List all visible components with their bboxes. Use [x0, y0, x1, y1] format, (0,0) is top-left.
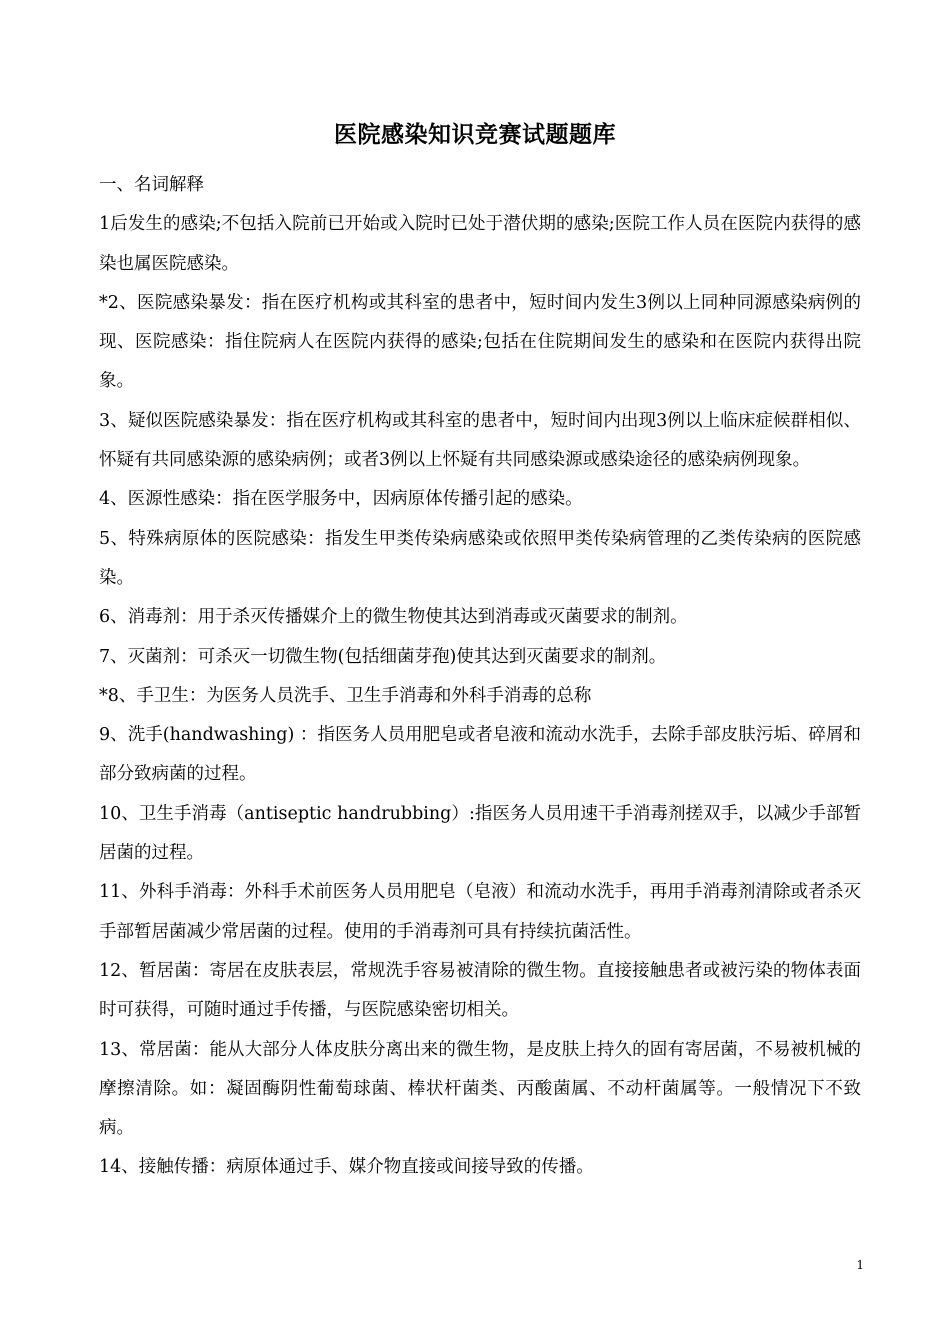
- paragraph: 7、灭菌剂：可杀灭一切微生物(包括细菌芽孢)使其达到灭菌要求的制剂。: [99, 646, 667, 667]
- section-heading: 一、名词解释: [99, 175, 204, 195]
- paragraph: 3、疑似医院感染暴发：指在医疗机构或其科室的患者中，短时间内出现3例以上临床症候群相似、怀疑有共同感染源的感染病例；或者3例以上怀疑有共同感染源或感染途径的感染病例现象。: [99, 410, 861, 471]
- page-number: 1: [856, 1258, 864, 1272]
- paragraph: 9、洗手(handwashing) ：指医务人员用肥皂或者皂液和流动水洗手，去除手部皮肤污垢、碎屑和部分致病菌的过程。: [99, 725, 861, 785]
- paragraph: 5、特殊病原体的医院感染：指发生甲类传染病感染或依照甲类传染病管理的乙类传染病的医院感染。: [99, 528, 861, 588]
- paragraph: 6、消毒剂：用于杀灭传播媒介上的微生物使其达到消毒或灭菌要求的制剂。: [99, 607, 688, 628]
- paragraph: 13、常居菌：能从大部分人体皮肤分离出来的微生物，是皮肤上持久的固有寄居菌，不易被机械的摩擦清除。如：凝固酶阴性葡萄球菌、棒状杆菌类、丙酸菌属、不动杆菌属等。一般情况下不致病。: [99, 1039, 861, 1139]
- paragraph: *8、手卫生：为医务人员洗手、卫生手消毒和外科手消毒的总称: [99, 685, 592, 706]
- paragraph: 10、卫生手消毒（antiseptic handrubbing）:指医务人员用速干手消毒剂搓双手，以减少手部暂居菌的过程。: [99, 803, 861, 864]
- paragraph: 1后发生的感染;不包括入院前已开始或入院时已处于潜伏期的感染;医院工作人员在医院内获得的感染也属医院感染。: [99, 214, 861, 274]
- document-body: [99, 166, 861, 1188]
- paragraph: *2、医院感染暴发：指在医疗机构或其科室的患者中，短时间内发生3例以上同种同源感染病例的现、医院感染：指住院病人在医院内获得的感染;包括在住院期间发生的感染和在医院内获得出院象。: [99, 292, 861, 392]
- paragraph: 11、外科手消毒：外科手术前医务人员用肥皂（皂液）和流动水洗手，再用手消毒剂清除或者杀灭手部暂居菌减少常居菌的过程。使用的手消毒剂可具有持续抗菌活性。: [99, 882, 861, 942]
- paragraph: 12、暂居菌：寄居在皮肤表层，常规洗手容易被清除的微生物。直接接触患者或被污染的物体表面时可获得，可随时通过手传播，与医院感染密切相关。: [99, 960, 861, 1021]
- paragraph: 4、医源性感染：指在医学服务中，因病原体传播引起的感染。: [99, 489, 583, 510]
- document-title: 医院感染知识竞赛试题题库: [334, 122, 616, 148]
- paragraph: 14、接触传播：病原体通过手、媒介物直接或间接导致的传播。: [99, 1157, 594, 1178]
